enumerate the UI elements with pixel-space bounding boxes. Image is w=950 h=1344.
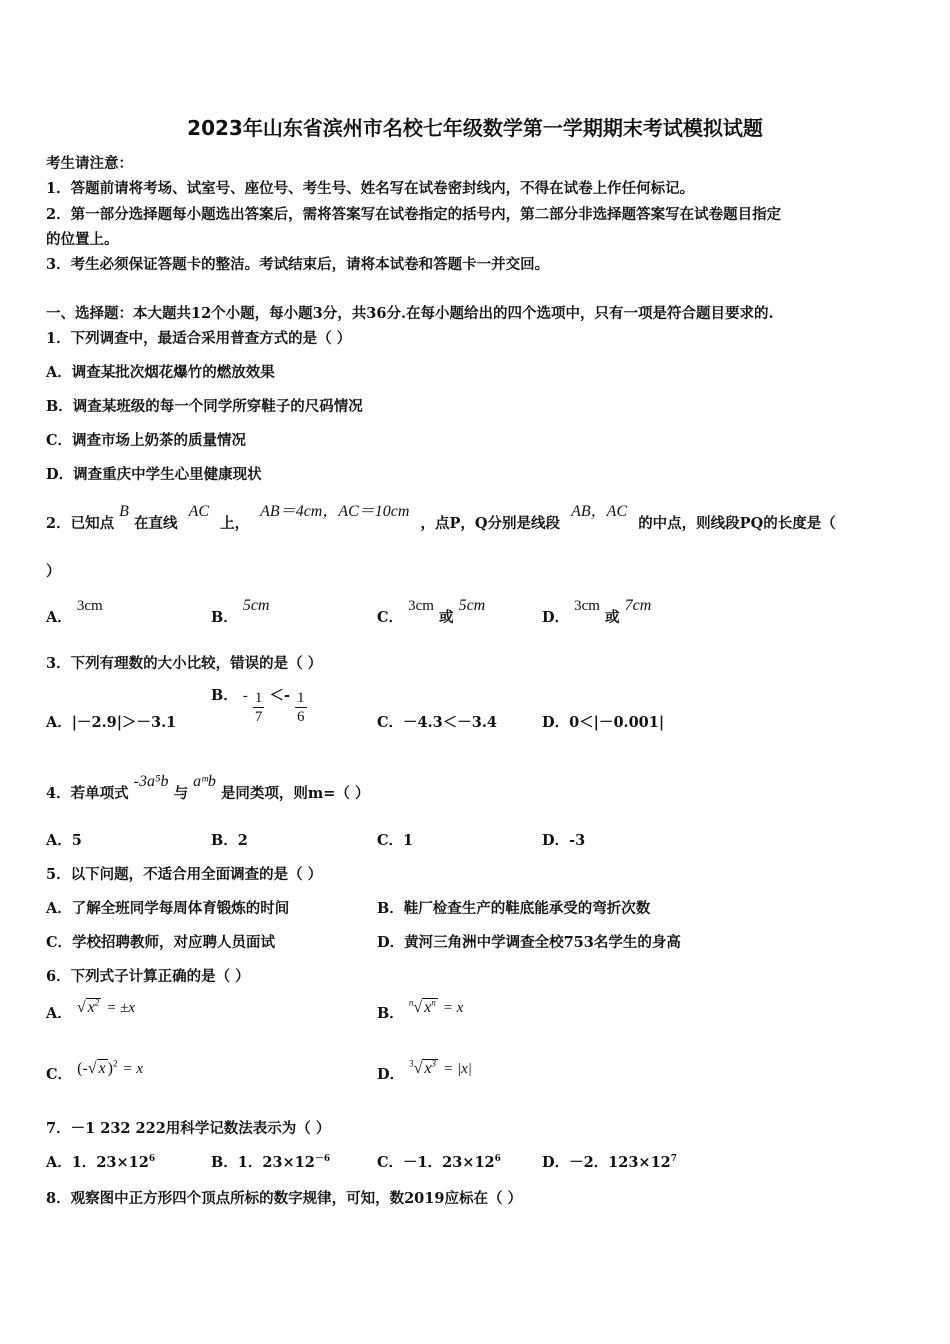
q6-option-c: [46, 1058, 144, 1084]
q4-option-c: C．1: [377, 832, 414, 849]
q5-option-b: B．鞋厂检查生产的鞋底能承受的弯折次数: [377, 900, 651, 917]
q1-option-a: A．调查某批次烟花爆竹的燃放效果: [46, 364, 275, 381]
q4-option-a: A．5: [46, 832, 82, 849]
notes-heading: 考生请注意：: [46, 155, 133, 172]
q7-c-exponent: 6: [494, 1154, 501, 1165]
q3-option-d: D．0＜|－0.001|: [542, 714, 665, 731]
q2-b-label: B．: [211, 609, 238, 626]
q4-option-b: B．2: [211, 832, 248, 849]
q2-c-value-2: 5cm: [458, 597, 486, 614]
q1-option-d: D．调查重庆中学生心里健康现状: [46, 466, 262, 483]
q2-math-segments: AB，AC: [571, 503, 628, 520]
question-5-stem: 5．以下问题，不适合用全面调查的是（ ）: [46, 866, 323, 883]
q2-b-value: 5cm: [242, 597, 270, 614]
q4-math-2: aᵐb: [193, 773, 216, 790]
q2-d-value-2: 7cm: [624, 597, 652, 614]
q3-option-c: C．－4.3＜－3.4: [377, 714, 497, 731]
q6-option-b: [377, 997, 464, 1023]
q2-close-paren: ）: [46, 563, 61, 580]
question-4-stem: [46, 773, 370, 803]
q2-option-c: [377, 597, 486, 627]
q6-c-result: = x: [122, 1061, 144, 1077]
q2-text-5: 的中点，则线段PQ的长度是（: [638, 515, 836, 532]
note-3: 3．考生必须保证答题卡的整洁。考试结束后，请将本试卷和答题卡一并交回。: [46, 256, 550, 273]
q5-option-a: A．了解全班同学每周体育锻炼的时间: [46, 900, 290, 917]
page-title: 2023年山东省滨州市名校七年级数学第一学期期末考试模拟试题: [187, 116, 763, 140]
q5-option-c: C．学校招聘教师，对应聘人员面试: [46, 934, 276, 951]
q2-d-value-1: 3cm: [574, 598, 600, 614]
q2-c-value-1: 3cm: [408, 598, 434, 614]
q6-option-d: [377, 1058, 472, 1084]
q2-c-label: C．: [377, 609, 404, 626]
q4-option-d: D．-3: [542, 832, 586, 849]
note-1: 1．答题前请将考场、试室号、座位号、考生号、姓名写在试卷密封线内，不得在试卷上作任何标记。: [46, 180, 695, 197]
q6-c-label: C．: [46, 1066, 73, 1083]
q3-b-less-than: ＜-: [269, 686, 290, 704]
q1-option-b: B．调查某班级的每一个同学所穿鞋子的尺码情况: [46, 398, 363, 415]
q6-d-label: D．: [377, 1066, 405, 1083]
q3-option-b: [211, 686, 307, 726]
q7-option-b: [211, 1151, 330, 1172]
q7-a-text: A．1．23×12: [46, 1154, 149, 1171]
q2-math-lengths: AB＝4cm，AC＝10cm: [260, 503, 410, 520]
q2-d-or: 或: [605, 609, 620, 626]
question-8-stem: 8．观察图中正方形四个顶点所标的数字规律，可知，数2019应标在（ ）: [46, 1190, 522, 1207]
q2-text-3: 上，: [220, 515, 250, 532]
q2-text-2: 在直线: [134, 515, 178, 532]
q2-math-b: B: [119, 503, 129, 520]
note-2a: 2．第一部分选择题每小题选出答案后，需将答案写在试卷指定的括号内，第二部分非选择题答案写在试卷题目指定: [46, 206, 782, 223]
q2-c-or: 或: [439, 609, 454, 626]
q6-option-a: [46, 997, 136, 1023]
q6-b-radical: $^n$√ $x^n$: [408, 997, 436, 1016]
section-heading: 一、选择题：本大题共12个小题，每小题3分，共36分.在每小题给出的四个选项中，只有一项是符合题目要求的.: [46, 305, 774, 322]
question-3-stem: 3．下列有理数的大小比较，错误的是（ ）: [46, 655, 323, 672]
q3-option-a: A．|－2.9|＞－3.1: [46, 714, 177, 731]
q2-option-d: [542, 597, 652, 627]
q2-a-label: A．: [46, 609, 72, 626]
q2-option-b: [211, 597, 270, 627]
question-1-stem: 1．下列调查中，最适合采用普查方式的是（ ）: [46, 330, 352, 347]
q6-a-result: = ±x: [106, 1000, 136, 1016]
q6-a-radical: √ $x^2$: [76, 997, 100, 1016]
q3-b-num-2: 1: [297, 690, 305, 706]
q6-b-result: = x: [442, 1000, 464, 1016]
q7-d-exponent: 7: [670, 1154, 678, 1165]
q2-option-a: [46, 598, 103, 627]
q2-text-4: ，点P，Q分别是线段: [420, 515, 561, 532]
q2-math-ac: AC: [188, 503, 210, 520]
q6-d-radical: $^3$√ $x^3$: [409, 1058, 437, 1077]
q4-text-1: 4．若单项式: [46, 785, 129, 802]
q7-option-c: [377, 1151, 501, 1172]
q2-d-label: D．: [542, 609, 570, 626]
q7-option-a: [46, 1151, 155, 1172]
q3-b-den-2: 6: [297, 709, 305, 725]
q6-c-radical: (-√ x )$^2$: [77, 1058, 118, 1077]
note-2b: 的位置上。: [46, 231, 119, 248]
question-6-stem: 6．下列式子计算正确的是（ ）: [46, 968, 250, 985]
q6-a-label: A．: [46, 1005, 72, 1022]
q2-text-1: 2．已知点: [46, 515, 115, 532]
q7-option-d: [542, 1151, 677, 1172]
q7-b-exponent: －6: [314, 1154, 331, 1165]
q2-a-value: 3cm: [76, 598, 103, 614]
q3-b-fraction-2: [295, 689, 307, 726]
q6-b-label: B．: [377, 1005, 404, 1022]
q4-text-3: 是同类项，则m=（ ）: [220, 785, 370, 802]
q6-d-result: = |x|: [443, 1061, 472, 1077]
q3-b-den-1: 7: [254, 709, 263, 725]
q3-b-num-1: 1: [254, 690, 263, 706]
q4-text-2: 与: [173, 785, 189, 802]
q1-option-c: C．调查市场上奶茶的质量情况: [46, 432, 247, 449]
q7-c-text: C．－1．23×12: [377, 1154, 495, 1171]
question-7-stem: 7．－1 232 222用科学记数法表示为（ ）: [46, 1120, 331, 1137]
q7-b-text: B．1．23×12: [211, 1154, 315, 1171]
q4-math-1: -3a⁵b: [133, 773, 169, 790]
q5-option-d: D．黄河三角洲中学调查全校753名学生的身高: [377, 934, 681, 951]
q3-b-fraction-1: [253, 689, 265, 726]
q3-b-minus-1: -: [242, 687, 248, 704]
q7-d-text: D．－2．123×12: [542, 1154, 671, 1171]
q7-a-exponent: 6: [148, 1154, 156, 1165]
question-2-stem: [46, 503, 836, 533]
q3-b-label: B．: [211, 686, 238, 704]
